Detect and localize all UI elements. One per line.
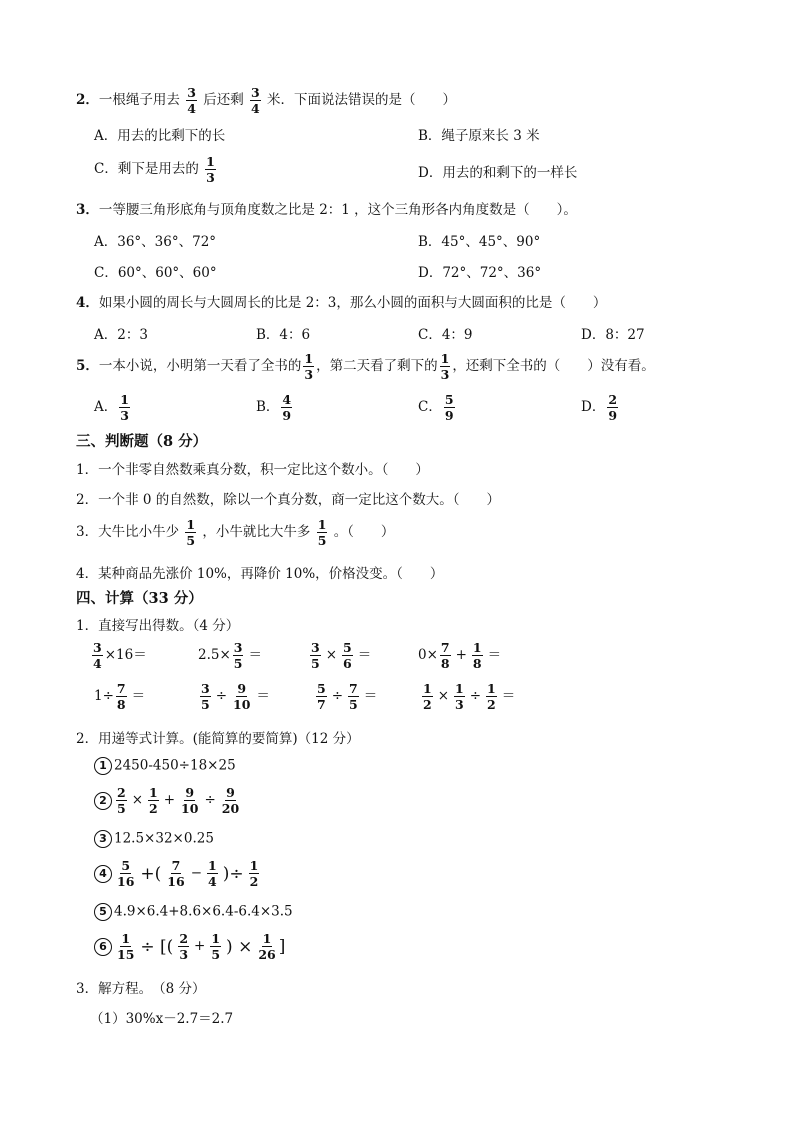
fraction: $\frac{1}{5}$ xyxy=(317,517,327,549)
fraction: $\frac{7}{8}$ xyxy=(440,640,450,672)
option-b: B．4：6 xyxy=(256,327,311,343)
fraction: $\frac{3}{5}$ xyxy=(201,681,210,713)
question-number: 2． xyxy=(76,92,99,109)
oral-calc-8: $\frac{1}{2}$ × $\frac{1}{3}$ ÷ $\frac{1}{2}$ ＝ xyxy=(423,681,516,713)
fraction: $\frac{5}{7}$ xyxy=(317,681,326,713)
fraction: $\frac{9}{10}$ xyxy=(181,785,199,817)
question-text: 一根绳子用去 xyxy=(98,92,180,109)
circled-number: 6 xyxy=(94,938,112,956)
option-c: C．剩下是用去的 $\frac{1}{3}$ xyxy=(94,154,215,186)
fraction: $\frac{7}{8}$ xyxy=(116,681,126,713)
oral-calc-5: 1÷ $\frac{7}{8}$ ＝ xyxy=(94,681,146,713)
oral-calc-2: 2.5× $\frac{3}{5}$ ＝ xyxy=(198,640,262,672)
fraction: $\frac{2}{3}$ xyxy=(179,931,189,963)
fraction: $\frac{3}{5}$ xyxy=(233,640,243,672)
calc-item-1: 1 2450-450÷18×25 xyxy=(94,757,236,775)
circled-number: 3 xyxy=(94,830,112,848)
subsection-title: 1．直接写出得数。（4 分） xyxy=(76,618,240,634)
option-a: A．36°、36°、72° xyxy=(94,234,217,250)
option-a: A．2：3 xyxy=(94,327,148,343)
question-text: 后还剩 xyxy=(203,92,244,109)
section-title: 四、计算（33 分） xyxy=(76,590,203,607)
option-d: D． $\frac{2}{9}$ xyxy=(581,392,618,424)
fraction: $\frac{2}{5}$ xyxy=(117,785,126,817)
question-text: 米．下面说法错误的是（ ） xyxy=(267,92,456,109)
fraction: $\frac{1}{8}$ xyxy=(472,640,482,672)
option-c: C． $\frac{5}{9}$ xyxy=(418,392,454,424)
fraction: $\frac{2}{9}$ xyxy=(608,392,618,424)
fraction: $\frac{1}{2}$ xyxy=(423,681,432,713)
fraction: $\frac{1}{3}$ xyxy=(206,154,215,186)
question-text: ，还剩下全书的（ ）没有看。 xyxy=(452,358,655,375)
question-number: 5． xyxy=(76,358,99,375)
fraction: $\frac{7}{16}$ xyxy=(167,858,185,890)
subsection-title: 3．解方程。 （8 分） xyxy=(76,981,206,997)
judge-item-2: 2．一个非 0 的自然数，除以一个真分数，商一定比这个数大。（ ） xyxy=(76,492,501,508)
circled-number: 2 xyxy=(94,792,112,810)
fraction: $\frac{1}{4}$ xyxy=(208,858,217,890)
fraction: $\frac{1}{2}$ xyxy=(249,858,259,890)
calc-item-4: 4 $\frac{5}{16}$ +( $\frac{7}{16}$ − $\frac{1}{4}$ )÷ $\frac{1}{2}$ xyxy=(94,859,261,888)
fraction: $\frac{1}{26}$ xyxy=(258,931,276,963)
option-b: B．45°、45°、90° xyxy=(418,234,541,250)
option-a: A． $\frac{1}{3}$ xyxy=(94,392,129,424)
fraction: $\frac{1}{5}$ xyxy=(186,517,196,549)
question-number: 3． xyxy=(76,202,99,218)
fraction: $\frac{5}{16}$ xyxy=(117,858,135,890)
question-4 xyxy=(76,291,606,311)
fraction: $\frac{9}{20}$ xyxy=(221,785,240,817)
fraction: $\frac{1}{5}$ xyxy=(211,931,221,963)
fraction: $\frac{1}{2}$ xyxy=(487,681,496,713)
option-c: C．60°、60°、60° xyxy=(94,265,217,281)
fraction: $\frac{3}{4}$ xyxy=(187,85,196,117)
question-3 xyxy=(76,198,577,218)
subsection-title: 2．用递等式计算。(能简算的要简算)（12 分） xyxy=(76,731,360,747)
question-text: 一本小说，小明第一天看了全书的 xyxy=(98,358,302,375)
circled-number: 4 xyxy=(94,865,112,883)
fraction: $\frac{1}{2}$ xyxy=(149,785,158,817)
fraction: $\frac{5}{6}$ xyxy=(343,640,352,672)
fraction: $\frac{7}{5}$ xyxy=(349,681,358,713)
fraction: $\frac{5}{9}$ xyxy=(444,392,454,424)
section-title: 三、判断题（8 分） xyxy=(76,433,208,450)
option-b: B．绳子原来长 3 米 xyxy=(418,128,540,144)
fraction: $\frac{1}{3}$ xyxy=(455,681,464,713)
question-text: 如果小圆的周长与大圆周长的比是 2：3，那么小圆的面积与大圆面积的比是（ ） xyxy=(98,295,607,311)
question-2 xyxy=(76,86,456,115)
option-d: D．用去的和剩下的一样长 xyxy=(418,165,578,181)
option-c: C．4：9 xyxy=(418,327,473,343)
circled-number: 1 xyxy=(94,757,112,775)
oral-calc-4: 0× $\frac{7}{8}$ + $\frac{1}{8}$ ＝ xyxy=(418,640,502,672)
fraction: $\frac{1}{3}$ xyxy=(304,351,314,383)
calc-item-2: 2 $\frac{2}{5}$ × $\frac{1}{2}$ + $\frac{9}{10}$ ÷ $\frac{9}{20}$ xyxy=(94,786,242,815)
oral-calc-3: $\frac{3}{5}$ × $\frac{5}{6}$ ＝ xyxy=(311,640,372,672)
equation-1: （1）30%x－2.7＝2.7 xyxy=(90,1011,234,1027)
judge-item-4: 4．某种商品先涨价 10%，再降价 10%，价格没变。（ ） xyxy=(76,566,444,582)
oral-calc-1: $\frac{3}{4}$ ×16＝ xyxy=(93,640,147,672)
oral-calc-6: $\frac{3}{5}$ ÷ $\frac{9}{10}$ ＝ xyxy=(201,681,270,713)
calc-item-5: 5 4.9×6.4+8.6×6.4-6.4×3.5 xyxy=(94,903,293,921)
option-d: D．8：27 xyxy=(581,327,645,343)
calc-item-3: 3 12.5×32×0.25 xyxy=(94,830,214,848)
question-text: ，第二天看了剩下的 xyxy=(316,358,438,375)
fraction: $\frac{3}{5}$ xyxy=(311,640,320,672)
circled-number: 5 xyxy=(94,903,112,921)
fraction: $\frac{1}{3}$ xyxy=(120,392,129,424)
judge-item-3: 3．大牛比小牛少 $\frac{1}{5}$ ，小牛就比大牛多 $\frac{1}{5}$ 。（ ） xyxy=(76,517,395,549)
question-5 xyxy=(76,352,655,381)
fraction: $\frac{3}{4}$ xyxy=(93,640,102,672)
option-d: D．72°、72°、36° xyxy=(418,265,542,281)
fraction: $\frac{4}{9}$ xyxy=(282,392,292,424)
fraction: $\frac{1}{15}$ xyxy=(117,931,135,963)
option-b: B． $\frac{4}{9}$ xyxy=(256,392,292,424)
fraction: $\frac{9}{10}$ xyxy=(233,681,251,713)
question-text: 一等腰三角形底角与顶角度数之比是 2：1 ，这个三角形各内角度数是（ ）。 xyxy=(98,202,577,218)
question-number: 4． xyxy=(76,295,99,311)
oral-calc-7: $\frac{5}{7}$ ÷ $\frac{7}{5}$ ＝ xyxy=(317,681,378,713)
fraction: $\frac{1}{3}$ xyxy=(440,351,450,383)
option-a: A．用去的比剩下的长 xyxy=(94,128,226,144)
calc-item-6: 6 $\frac{1}{15}$ ÷ [( $\frac{2}{3}$ + $\frac{1}{5}$ ) × $\frac{1}{26}$ ] xyxy=(94,932,285,961)
judge-item-1: 1．一个非零自然数乘真分数，积一定比这个数小。（ ） xyxy=(76,462,429,478)
fraction: $\frac{3}{4}$ xyxy=(251,85,260,117)
